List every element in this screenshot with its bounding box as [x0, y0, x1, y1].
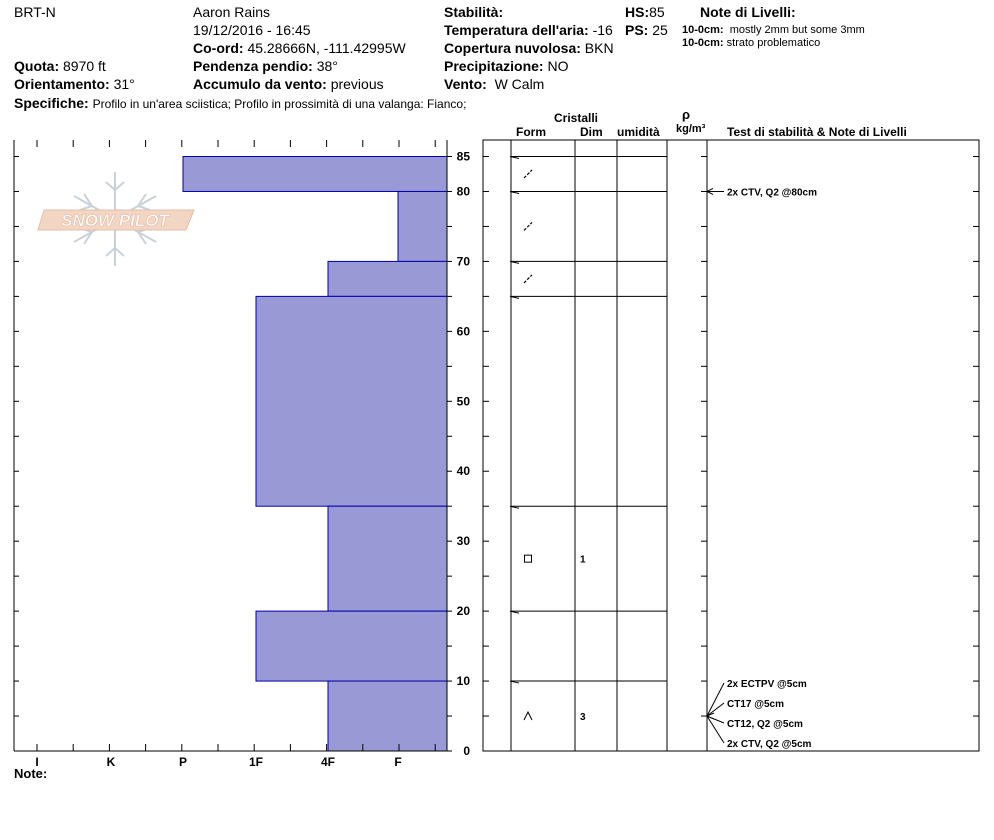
ps-value: 25 — [652, 22, 668, 38]
aspect-value: 31° — [113, 76, 135, 92]
coordinates-label: Co-ord: — [193, 40, 244, 56]
decomposing-fragments-icon — [524, 222, 532, 230]
form-header: Form — [516, 125, 546, 139]
test-pointer — [707, 716, 724, 743]
table-frame — [483, 140, 979, 751]
elevation-label: Quota: — [14, 58, 60, 74]
profile-axes — [14, 140, 979, 769]
crystals-header: Cristalli — [554, 111, 599, 125]
hardness-profile — [183, 157, 447, 752]
density-symbol: ρ — [682, 107, 691, 122]
test-pointer — [707, 683, 724, 716]
decomposing-fragments-icon — [524, 170, 532, 178]
snowpilot-logo — [38, 172, 194, 266]
hardness-tick-label: 4F — [320, 755, 336, 769]
hardness-bar — [328, 681, 447, 751]
density-unit: kg/m³ — [676, 123, 706, 135]
hardness-tick-label: P — [178, 755, 188, 769]
depth-tick-label: 85 — [456, 149, 470, 164]
aspect-label: Orientamento: — [14, 76, 110, 92]
layer-notes-title: Note di Livelli: — [700, 4, 796, 20]
coordinates-value: 45.28666N, -111.42995W — [247, 40, 406, 56]
depth-tick-label: 30 — [456, 534, 470, 549]
layer-note-depth: 10-0cm: — [682, 24, 724, 36]
decomposing-fragments-icon — [524, 275, 532, 283]
hardness-bar — [256, 611, 447, 681]
crystal-table — [483, 140, 979, 751]
depth-tick-label: 40 — [456, 464, 470, 479]
size-header: Dim — [580, 125, 603, 139]
site-name: BRT-N — [14, 4, 56, 20]
cloud-cover-label: Copertura nuvolosa: — [444, 40, 581, 56]
slope-angle-label: Pendenza pendio: — [193, 58, 313, 74]
logo-text: SNOW PILOT — [61, 211, 169, 230]
precipitation-value: NO — [547, 58, 569, 74]
depth-tick-label: 0 — [463, 744, 470, 758]
depth-hoar-icon — [524, 712, 532, 720]
stability-test-label: 2x ECTPV @5cm — [727, 679, 807, 690]
air-temperature-value: -16 — [592, 22, 613, 38]
test-pointer — [707, 703, 724, 716]
note-label: Note: — [14, 766, 48, 781]
specifics-value: Profilo in un'area sciistica; Profilo in prossimità di una valanga: Fianco; — [92, 97, 467, 111]
precipitation-label: Precipitazione: — [444, 58, 544, 74]
observation-datetime: 19/12/2016 - 16:45 — [193, 22, 311, 38]
hardness-bar — [183, 157, 447, 192]
crystal-size: 1 — [580, 554, 586, 566]
layer-note-text: mostly 2mm but some 3mm — [729, 24, 865, 36]
hardness-tick-label: 1F — [248, 755, 264, 769]
slope-angle-value: 38° — [316, 58, 338, 74]
elevation-value: 8970 ft — [63, 58, 106, 74]
hardness-tick-label: I — [35, 755, 39, 769]
stability-test-label: CT17 @5cm — [727, 699, 784, 710]
layer-note-depth: 10-0cm: — [682, 37, 724, 49]
depth-tick-label: 10 — [456, 674, 470, 689]
layer-note-text: strato problematico — [726, 37, 821, 49]
stability-test-label: 2x CTV, Q2 @80cm — [727, 187, 817, 199]
air-temperature-label: Temperatura dell'aria: — [444, 22, 589, 38]
stability-test-label: CT12, Q2 @5cm — [727, 719, 803, 730]
specifics-label: Specifiche: — [14, 95, 89, 111]
hardness-tick-label: K — [106, 755, 116, 769]
depth-tick-label: 50 — [456, 394, 470, 409]
depth-tick-label: 70 — [456, 254, 470, 269]
depth-tick-label: 60 — [456, 324, 470, 339]
stability-test-label: 2x CTV, Q2 @5cm — [727, 739, 812, 750]
moisture-header: umidità — [617, 125, 660, 139]
faceted-crystal-icon — [525, 555, 532, 562]
ps-label: PS: — [625, 22, 649, 38]
stability-tests-header: Test di stabilità & Note di Livelli — [727, 125, 907, 139]
crystal-size: 3 — [580, 712, 586, 724]
depth-tick-label: 20 — [456, 604, 470, 619]
hardness-tick-label: F — [394, 755, 402, 769]
cloud-cover-value: BKN — [584, 40, 614, 56]
hardness-bar — [328, 261, 447, 296]
wind-value: W Calm — [494, 76, 545, 92]
stability-label: Stabilità: — [444, 4, 504, 20]
depth-tick-label: 80 — [456, 184, 470, 199]
wind-loading-value: previous — [330, 76, 384, 92]
wind-loading-label: Accumulo da vento: — [193, 76, 327, 92]
hs-value: 85 — [649, 4, 665, 20]
hardness-bar — [256, 296, 447, 506]
observer-name: Aaron Rains — [193, 4, 271, 20]
hardness-bar — [398, 191, 447, 261]
wind-label: Vento: — [444, 76, 487, 92]
hardness-bar — [328, 506, 447, 611]
hs-label: HS: — [625, 4, 650, 20]
